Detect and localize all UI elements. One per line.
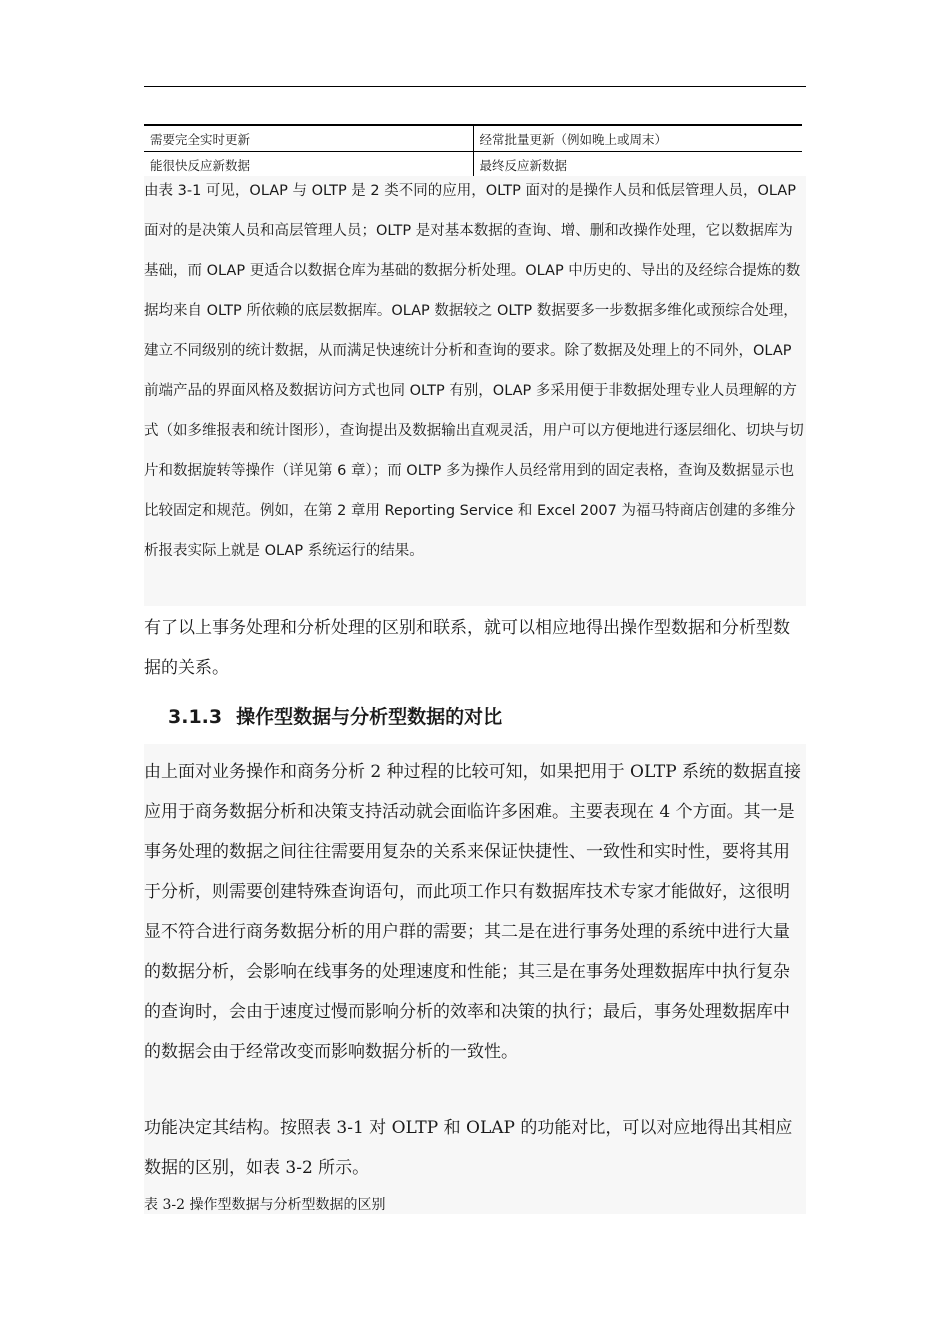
table-cell: 经常批量更新（例如晚上或周末） [473, 125, 802, 152]
body-paragraph: 有了以上事务处理和分析处理的区别和联系，就可以相应地得出操作型数据和分析型数据的关系。 [144, 618, 790, 678]
section-title: 操作型数据与分析型数据的对比 [236, 706, 503, 728]
section-heading [168, 702, 788, 729]
table-caption: 表 3-2 操作型数据与分析型数据的区别 [144, 1197, 386, 1213]
table-cell: 需要完全实时更新 [144, 125, 473, 152]
body-paragraph: 由表 3-1 可见，OLAP 与 OLTP 是 2 类不同的应用，OLTP 面对的是操作人员和低层管理人员，OLAP 面对的是决策人员和高层管理人员；OLTP 是对基本数据的查询、增、删和改操作处理，它以数据库为基础，而 OLAP 更适合以数据仓库为基础的数据分析处理。OLAP 中历史的、导出的及经综合提炼的数据均来自 OLTP 所依赖的底层数据库。OLAP 数据较之 OLTP 数据要多一步数据多维化或预综合处理，建立不同级别的统计数据，从而满足快速统计分析和查询的要求。除了数据及处理上的不同外，OLAP 前端产品的界面风格及数据访问方式也同 OLTP 有别，OLAP 多采用便于非数据处理专业人员理解的方式（如多维报表和统计图形），查询提出及数据输出直观灵活，用户可以方便地进行逐层细化、切块与切片和数据旋转等操作（详见第 6 章）；而 OLTP 多为操作人员经常用到的固定表格，查询及数据显示也比较固定和规范。例如，在第 2 章用 Reporting Service 和 Excel 2007 为福马特商店创建的多维分析报表实际上就是 OLAP 系统运行的结果。 [144, 183, 804, 559]
page-header-rule [144, 86, 806, 87]
section-number: 3.1.3 [168, 706, 223, 728]
body-paragraph: 功能决定其结构。按照表 3-1 对 OLTP 和 OLAP 的功能对比，可以对应地得出其相应数据的区别，如表 3-2 所示。 [144, 1118, 793, 1178]
table-row [144, 125, 802, 152]
table-cell: 最终反应新数据 [473, 152, 802, 179]
table-cell: 能很快反应新数据 [144, 152, 473, 179]
body-paragraph: 由上面对业务操作和商务分析 2 种过程的比较可知，如果把用于 OLTP 系统的数据直接应用于商务数据分析和决策支持活动就会面临许多困难。主要表现在 4 个方面。其一是事务处理的数据之间往往需要用复杂的关系来保证快捷性、一致性和实时性，要将其用于分析，则需要创建特殊查询语句，而此项工作只有数据库技术专家才能做好，这很明显不符合进行商务数据分析的用户群的需要；其二是在进行事务处理的系统中进行大量的数据分析，会影响在线事务的处理速度和性能；其三是在事务处理数据库中执行复杂的查询时，会由于速度过慢而影响分析的效率和决策的执行；最后，事务处理数据库中的数据会由于经常改变而影响数据分析的一致性。 [144, 762, 802, 1062]
